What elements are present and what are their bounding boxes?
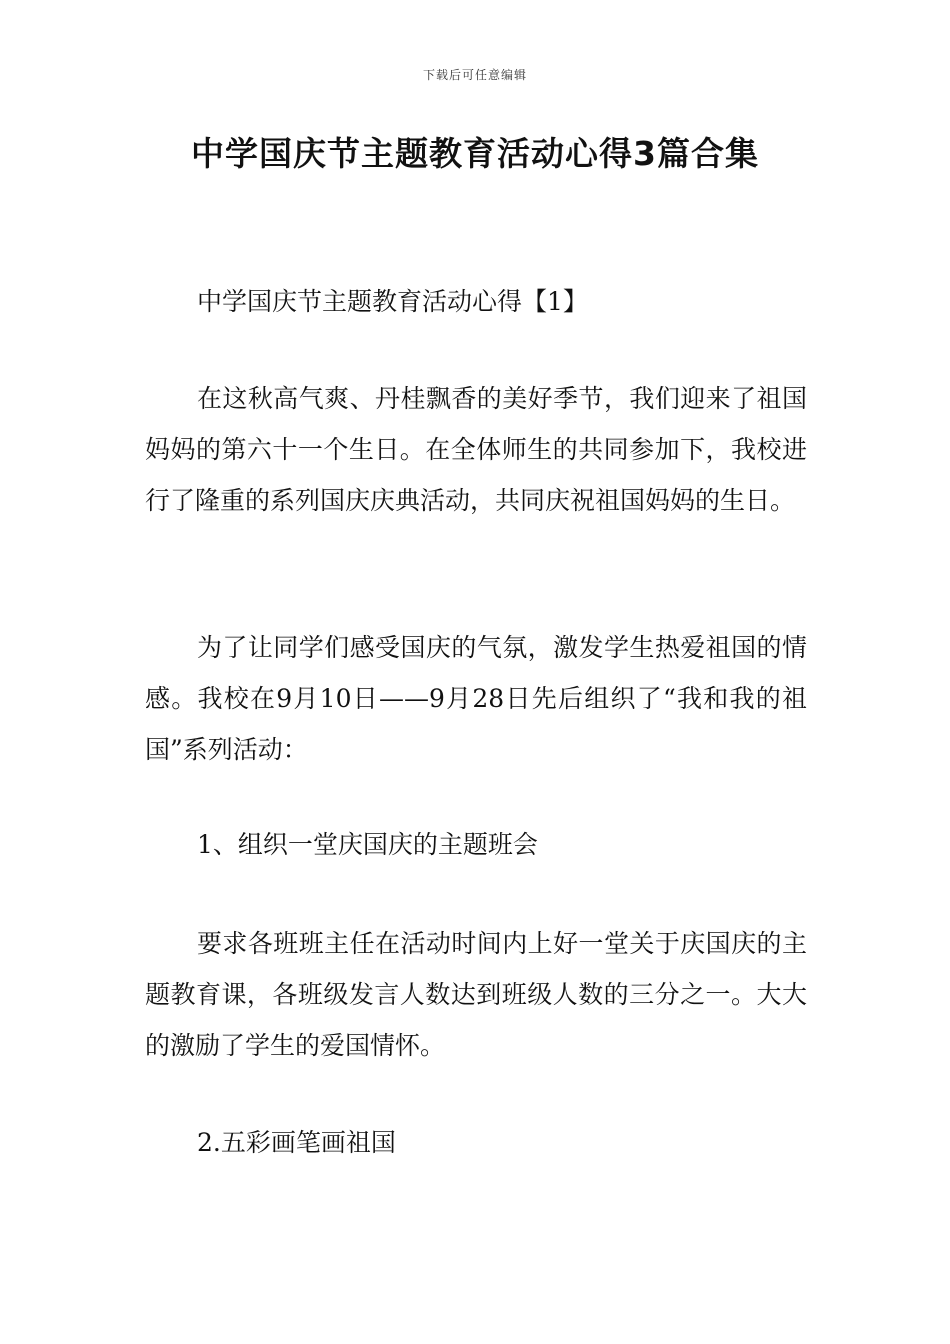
header-note: 下载后可任意编辑 [422,68,527,82]
paragraph-activities: 为了让同学们感受国庆的气氛，激发学生热爱祖国的情感。我校在9月10日——9月28日先后组织了“我和我的祖国”系列活动： [145,633,807,764]
paragraph-intro: 在这秋高气爽、丹桂飘香的美好季节，我们迎来了祖国妈妈的第六十一个生日。在全体师生的共同参加下，我校进行了隆重的系列国庆庆典活动，共同庆祝祖国妈妈的生日。 [145,384,807,515]
list-item-painting: 2.五彩画笔画祖国 [197,1128,396,1157]
paragraph-class-meeting: 要求各班班主任在活动时间内上好一堂关于庆国庆的主题教育课，各班级发言人数达到班级人数的三分之一。大大的激励了学生的爱国情怀。 [145,929,807,1060]
document-title: 中学国庆节主题教育活动心得3篇合集 [191,134,759,173]
list-item-class-meeting: 1、组织一堂庆国庆的主题班会 [197,830,538,859]
section-heading: 中学国庆节主题教育活动心得【1】 [197,287,588,316]
